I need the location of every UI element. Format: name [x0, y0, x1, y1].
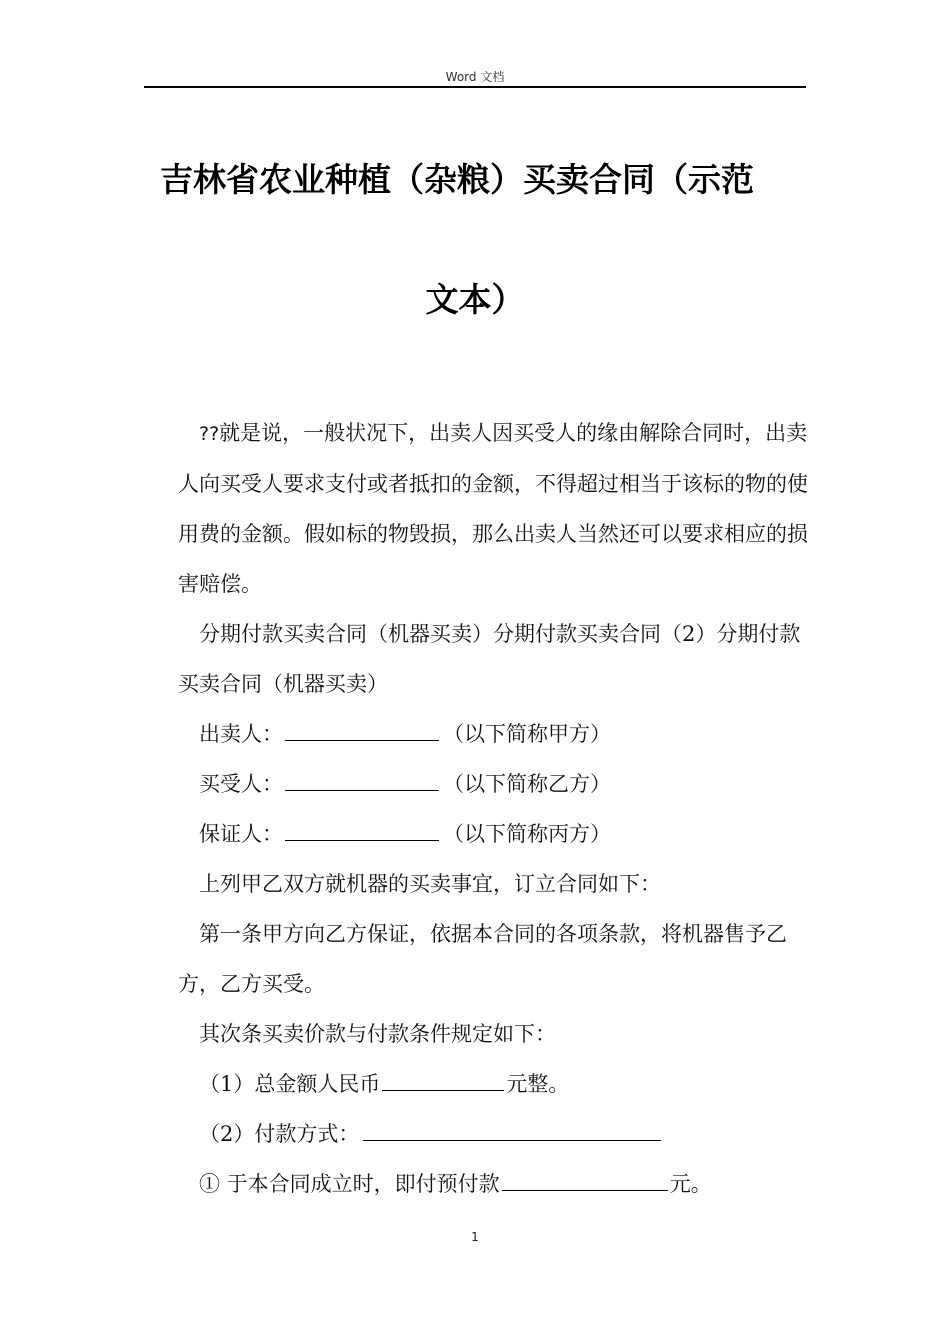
party-guarantor-label: 保证人： — [199, 822, 283, 846]
party-seller-blank — [285, 718, 439, 741]
item-advance-payment — [178, 1159, 808, 1209]
document-title-line-1: 吉林省农业种植（杂粮）买卖合同（示范 — [160, 160, 754, 199]
paragraph-contract-heading: 分期付款买卖合同（机器买卖）分期付款买卖合同（2）分期付款买卖合同（机器买卖） — [178, 622, 801, 696]
party-seller-line — [178, 709, 808, 759]
party-guarantor-suffix: （以下简称丙方） — [443, 822, 611, 846]
document-body — [178, 408, 808, 1209]
party-guarantor-blank — [285, 818, 439, 841]
party-buyer-blank — [285, 768, 439, 791]
header-divider — [144, 86, 806, 88]
paragraph-article-2: 其次条买卖价款与付款条件规定如下： — [199, 1022, 556, 1046]
item-total-amount-blank — [382, 1068, 504, 1091]
page-number: 1 — [471, 1230, 479, 1244]
paragraph-intro: 上列甲乙双方就机器的买卖事宜，订立合同如下： — [199, 872, 661, 896]
paragraph-lead-marks: ?? — [199, 423, 220, 445]
document-title-line-2: 文本） — [425, 280, 525, 319]
party-buyer-line — [178, 759, 808, 809]
item-advance-payment-suffix: 元。 — [669, 1172, 712, 1196]
party-seller-suffix: （以下简称甲方） — [443, 722, 611, 746]
party-guarantor-line — [178, 809, 808, 859]
party-seller-label: 出卖人： — [199, 722, 283, 746]
document-header: Word 文档 — [445, 70, 505, 84]
item-total-amount-suffix: 元整。 — [506, 1072, 570, 1096]
item-payment-method — [178, 1109, 808, 1159]
party-buyer-label: 买受人： — [199, 772, 283, 796]
item-advance-payment-blank — [502, 1168, 668, 1191]
item-advance-payment-label: ① 于本合同成立时，即付预付款 — [199, 1172, 500, 1196]
item-payment-method-blank — [363, 1118, 661, 1141]
paragraph-article-1: 第一条甲方向乙方保证，依据本合同的各项条款，将机器售予乙方，乙方买受。 — [178, 922, 787, 996]
paragraph-rescission — [178, 408, 808, 609]
item-payment-method-label: （2）付款方式： — [199, 1122, 360, 1146]
item-total-amount-label: （1）总金额人民币 — [199, 1072, 381, 1096]
paragraph-rescission-text: 就是说，一般状况下，出卖人因买受人的缘由解除合同时，出卖人向买受人要求支付或者抵扣的金额，不得超过相当于该标的物的使用费的金额。假如标的物毁损，那么出卖人当然还可以要求相应的损害赔偿。 — [178, 421, 808, 596]
item-total-amount — [178, 1059, 808, 1109]
party-buyer-suffix: （以下简称乙方） — [443, 772, 611, 796]
